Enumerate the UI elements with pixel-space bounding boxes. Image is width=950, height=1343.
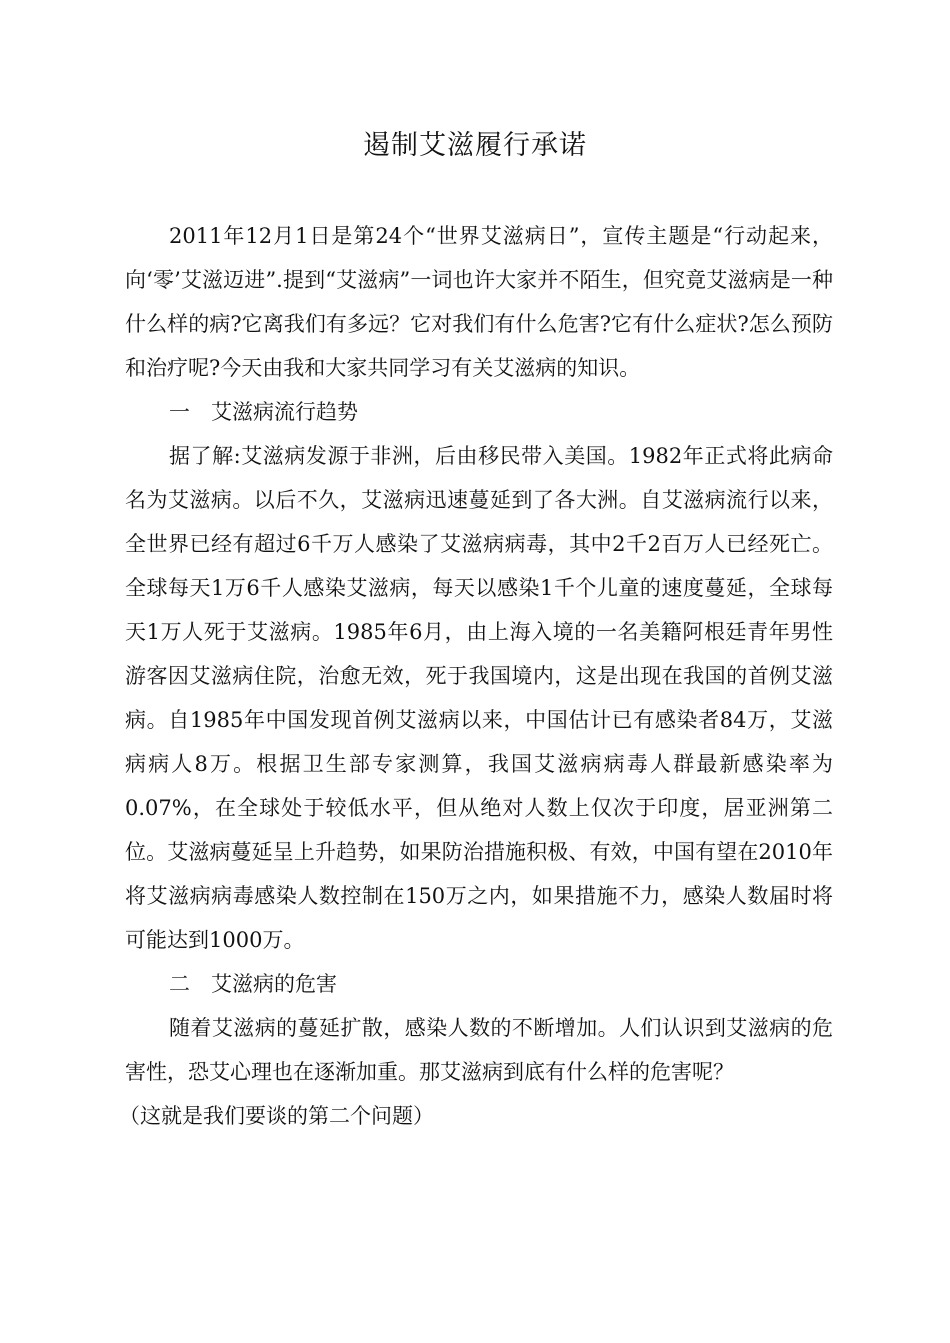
document-body xyxy=(119,214,833,1138)
intro-paragraph: 2011年12月1日是第24个“世界艾滋病日”，宣传主题是“行动起来，向‘零’艾滋迈进”.提到“艾滋病”一词也许大家并不陌生，但究竟艾滋病是一种什么样的病?它离我们有多远？它对我们有什么危害?它有什么症状?怎么预防和治疗呢?今天由我和大家共同学习有关艾滋病的知识。 xyxy=(125,224,833,380)
harm-paragraph: 随着艾滋病的蔓延扩散，感染人数的不断增加。人们认识到艾滋病的危害性，恐艾心理也在逐渐加重。那艾滋病到底有什么样的危害呢？ xyxy=(125,1016,833,1084)
trend-paragraph: 据了解:艾滋病发源于非洲，后由移民带入美国。1982年正式将此病命名为艾滋病。以后不久，艾滋病迅速蔓延到了各大洲。自艾滋病流行以来，全世界已经有超过6千万人感染了艾滋病病毒，其中2千2百万人已经死亡。全球每天1万6千人感染艾滋病，每天以感染1千个儿童的速度蔓延，全球每天1万人死于艾滋病。1985年6月，由上海入境的一名美籍阿根廷青年男性游客因艾滋病住院，治愈无效，死于我国境内，这是出现在我国的首例艾滋病。自1985年中国发现首例艾滋病以来，中国估计已有感染者84万，艾滋病病人8万。根据卫生部专家测算，我国艾滋病病毒人群最新感染率为0.07%，在全球处于较低水平，但从绝对人数上仅次于印度，居亚洲第二位。艾滋病蔓延呈上升趋势，如果防治措施积极、有效，中国有望在2010年将艾滋病病毒感染人数控制在150万之内，如果措施不力，感染人数届时将可能达到1000万。 xyxy=(125,444,833,952)
section-heading-harm: 二 艾滋病的危害 xyxy=(169,972,337,996)
document-title: 遏制艾滋履行承诺 xyxy=(363,130,587,161)
section-heading-trend: 一 艾滋病流行趋势 xyxy=(169,400,358,424)
harm-note-paragraph: （这就是我们要谈的第二个问题） xyxy=(119,1104,434,1128)
